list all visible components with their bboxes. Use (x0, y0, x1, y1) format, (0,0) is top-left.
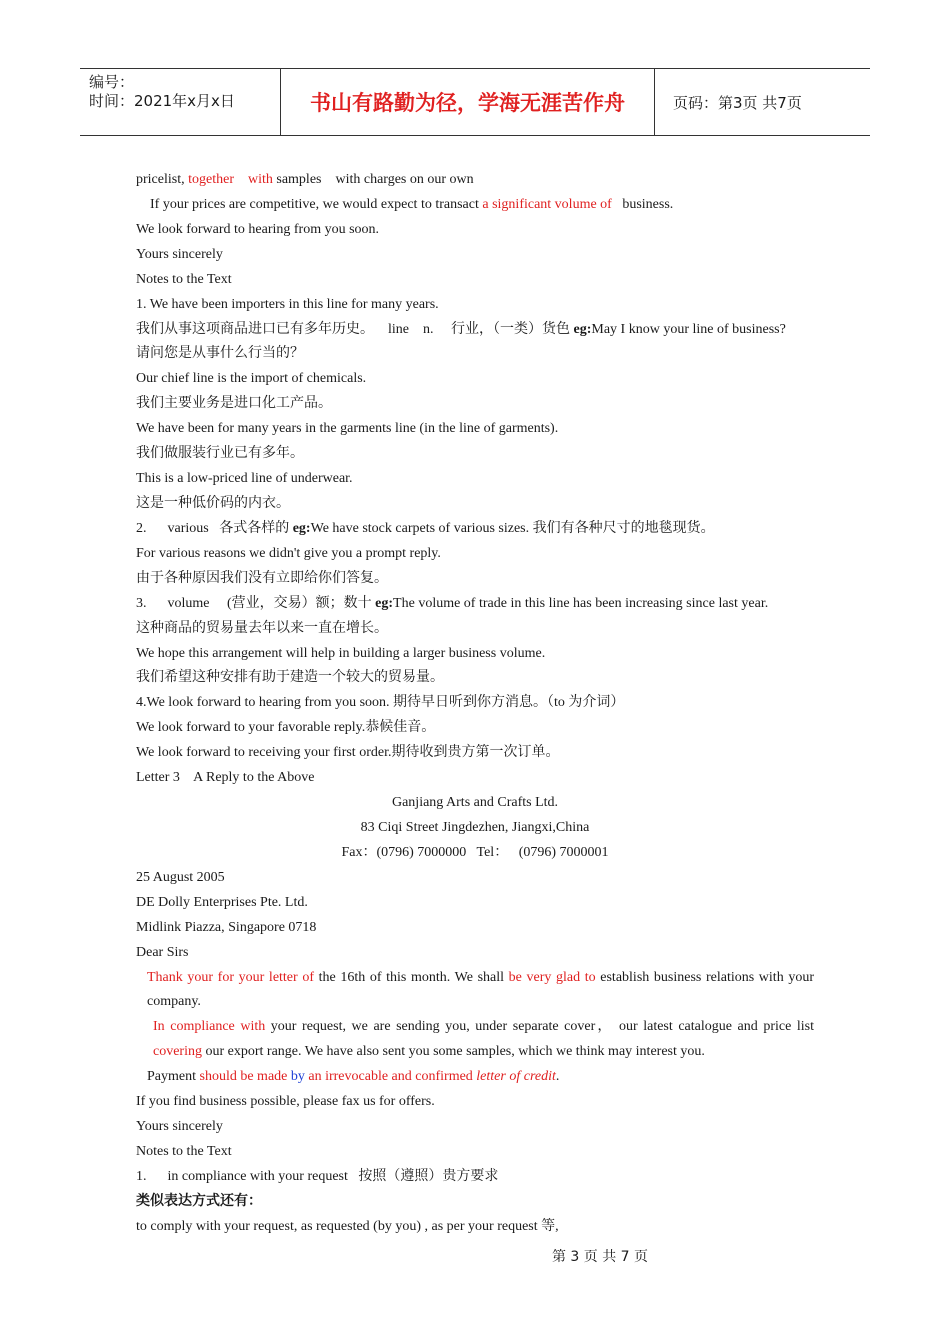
header-page-info (664, 69, 870, 135)
highlight-span: with (247, 172, 273, 187)
text-line: 由于各种原因我们没有立即给你们答复。 (136, 570, 388, 586)
text-span: the 16th of this month. We shall (313, 969, 509, 985)
letter-paragraph (136, 1015, 814, 1065)
text-line: to comply with your request, as requested (by you) , as per your request 等, (136, 1218, 559, 1234)
text-line: Yours sincerely (136, 1119, 223, 1135)
text-line (136, 1065, 814, 1090)
text-span: We have stock carpets of various sizes. 我们有各种尺寸的地毯现货。 (310, 520, 715, 536)
text-line: For various reasons we didn't give you a prompt reply. (136, 545, 441, 561)
text-line: Yours sincerely (136, 246, 223, 262)
text-line: Notes to the Text (136, 271, 232, 287)
text-span: our export range. We have also sent you some samples, which we think may interest you. (201, 1044, 705, 1060)
highlight-span: a significant volume of (482, 196, 612, 212)
text-span: 我们从事这项商品进口已有多年历史。 line n. 行业，（一类）货色 (136, 321, 574, 337)
text-span: May I know your line of business? (591, 321, 786, 337)
highlight-span: be very glad to (508, 969, 596, 985)
text-line: 1. We have been importers in this line for many years. (136, 296, 439, 312)
text-line: 这种商品的贸易量去年以来一直在增长。 (136, 620, 388, 636)
bold-span: eg: (573, 321, 592, 337)
text-line: This is a low-priced line of underwear. (136, 471, 353, 487)
text-line: 1. in compliance with your request 按照（遵照）贵方要求 (136, 1168, 499, 1184)
text-line: 我们希望这种安排有助于建造一个较大的贸易量。 (136, 670, 444, 686)
page-footer: 第 3 页 共 7 页 (551, 1249, 649, 1265)
text-line: We have been for many years in the garments line (in the line of garments). (136, 421, 559, 437)
text-line: Notes to the Text (136, 1144, 232, 1160)
document-body (136, 168, 814, 1240)
text-line (136, 193, 814, 218)
header-page-info-text: 页码：第3页 共7页 (673, 93, 802, 112)
highlight-span: In compliance with (153, 1019, 266, 1035)
sender-contact: Fax：(0796) 7000000 Tel： (0796) 7000001 (341, 844, 609, 860)
text-line: If you find business possible, please fax us for offers. (136, 1094, 435, 1110)
highlight-span: together (188, 172, 234, 187)
text-span: Payment (147, 1069, 200, 1085)
text-span: pricelist, (136, 172, 189, 187)
salutation: Dear Sirs (136, 944, 189, 960)
text-span: samples with charges on our own (272, 172, 474, 187)
text-line: Our chief line is the import of chemicals. (136, 371, 367, 387)
text-line: We look forward to hearing from you soon. (136, 221, 380, 237)
letter-date: 25 August 2005 (136, 869, 225, 885)
text-line: 我们做服装行业已有多年。 (136, 446, 304, 462)
text-line (136, 168, 814, 193)
sender-company: Ganjiang Arts and Crafts Ltd. (391, 795, 559, 811)
header-time-label: 时间：2021年x月x日 (89, 92, 235, 110)
recipient-company: DE Dolly Enterprises Pte. Ltd. (136, 894, 308, 910)
highlight-span: an irrevocable and confirmed (304, 1069, 477, 1085)
text-line: We hope this arrangement will help in building a larger business volume. (136, 645, 546, 661)
text-line: We look forward to your favorable reply.恭候佳音。 (136, 720, 436, 736)
text-line (136, 592, 814, 617)
highlight-span: covering (153, 1044, 202, 1060)
text-line: 类似表达方式还有： (136, 1193, 262, 1209)
text-line (136, 517, 814, 542)
text-line: 请问您是从事什么行当的？ (136, 346, 304, 362)
text-span: If your prices are competitive, we would expect to transact (150, 196, 483, 212)
text-span: 2. various 各式各样的 (136, 520, 293, 536)
sender-address: 83 Ciqi Street Jingdezhen, Jiangxi,China (360, 819, 590, 835)
text-line (136, 318, 814, 343)
document-header (80, 68, 870, 136)
text-span: 3. volume (营业，交易）额；数十 (136, 595, 376, 611)
text-span: The volume of trade in this line has been increasing since last year. (393, 595, 769, 611)
highlight-span: Thank your for your letter of (147, 969, 314, 985)
text-line: We look forward to receiving your first order.期待收到贵方第一次订单。 (136, 745, 560, 761)
highlight-span: by (290, 1069, 305, 1085)
bold-span: eg: (375, 595, 394, 611)
header-motto: 书山有路勤为径，学海无涯苦作舟 (281, 69, 655, 135)
header-meta-cell (80, 69, 281, 135)
text-line: 这是一种低价码的内衣。 (136, 495, 290, 511)
header-id-label: 编号： (89, 73, 135, 91)
bold-span: eg: (292, 520, 311, 536)
text-line: 4.We look forward to hearing from you soon. 期待早日听到你方消息。（to 为介词） (136, 695, 625, 711)
highlight-span: should be made (199, 1069, 291, 1085)
recipient-address: Midlink Piazza, Singapore 0718 (136, 919, 317, 935)
text-span: establish business relations with your company. (147, 969, 814, 1010)
letter-paragraph (136, 966, 814, 1016)
text-span: your request, we are sending you, under separate cover， our latest catalogue and price list (265, 1019, 815, 1035)
text-line: 我们主要业务是进口化工产品。 (136, 396, 332, 412)
text-span: business. (611, 196, 674, 212)
letter-heading: Letter 3 A Reply to the Above (136, 770, 315, 786)
highlight-span: letter of credit (476, 1069, 556, 1085)
text-span: . (555, 1069, 560, 1085)
